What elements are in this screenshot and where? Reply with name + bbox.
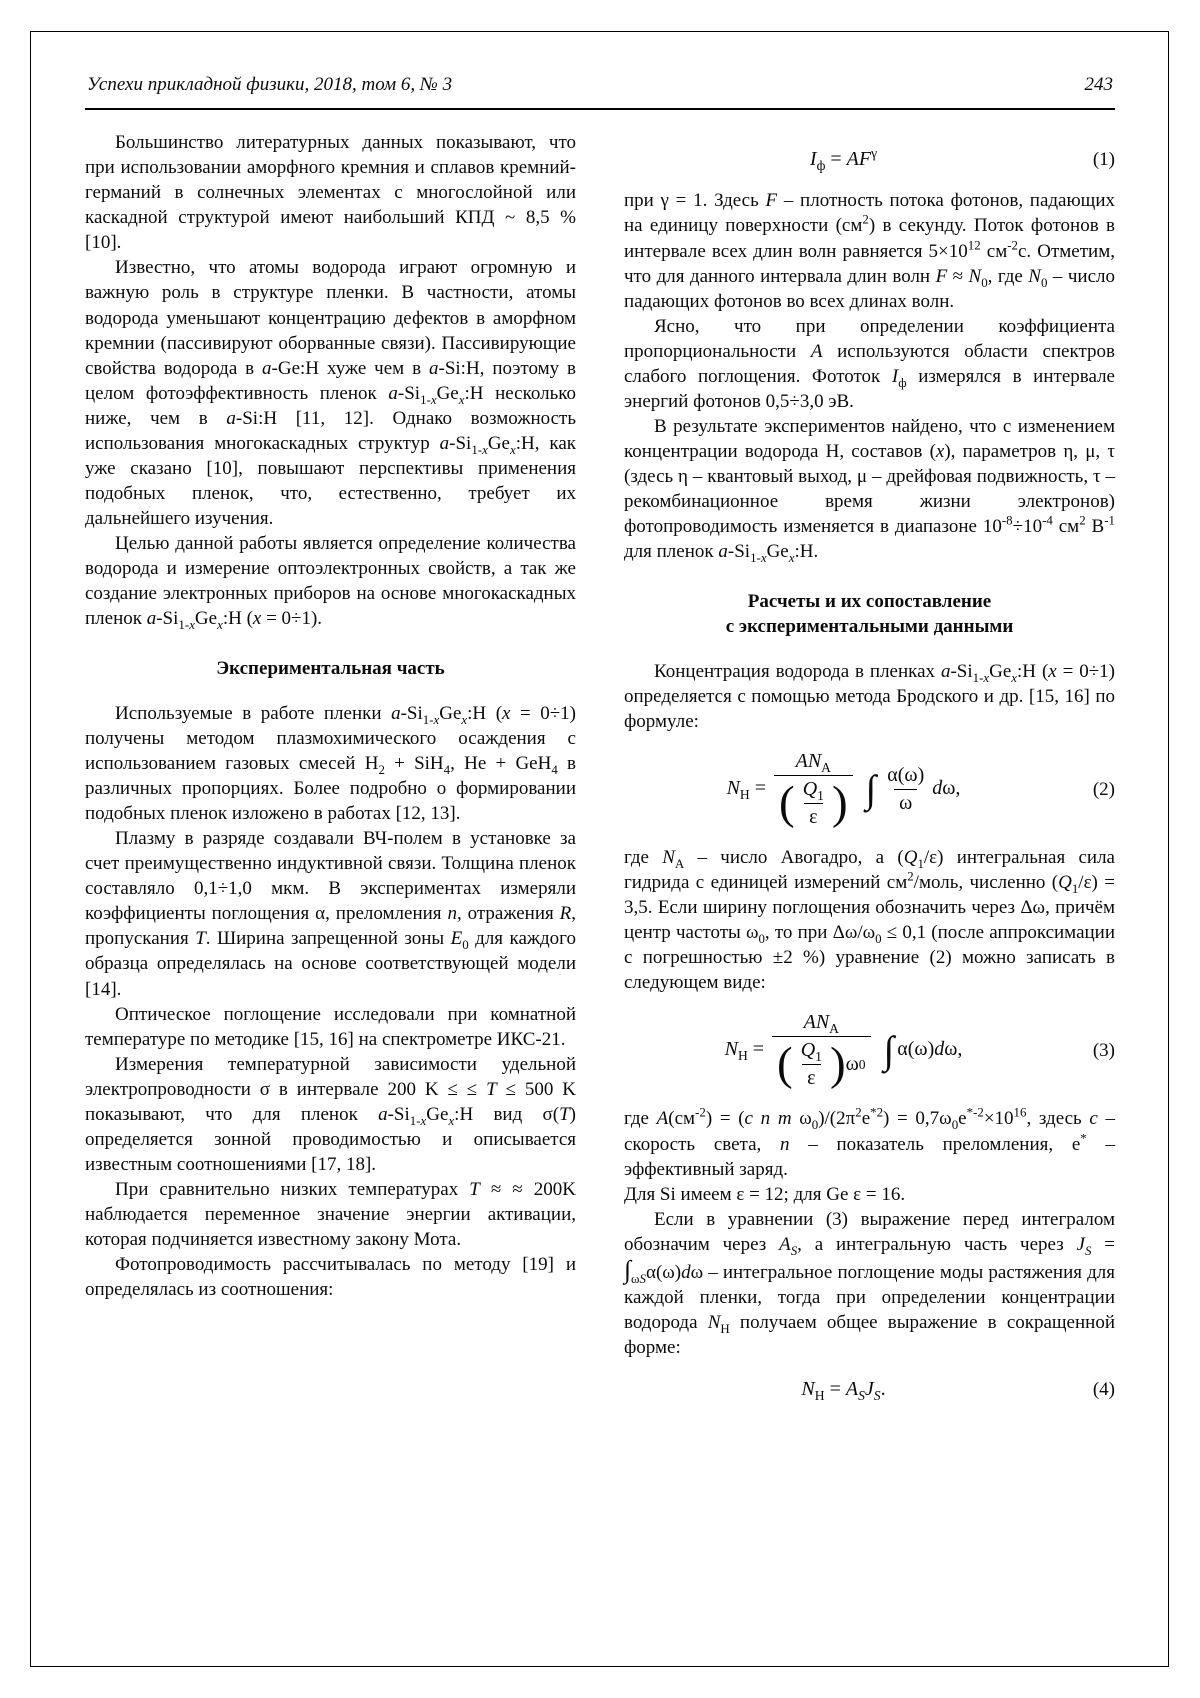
two-column-body [85,130,1115,1419]
journal-title: Успехи прикладной физики, 2018, том 6, № 3 [87,74,453,95]
equation-3 [624,1011,1115,1090]
header-rule [85,108,1115,110]
left-column [85,130,576,1419]
paragraph: где $A(см^{-2}) = (c$ n m $\omega_0)/(2\pi^2e^{*2}) = 0,7\omega_0e^{*-2}\times 10^{16}$, здесь c – скорость света, n – показатель преломления, e* – эффективный заряд. [624,1105,1116,1180]
equation-number: (2) [1092,778,1115,800]
paragraph: Известно, что атомы водорода играют огромную и важную роль в структуре пленки. В частности, атомы водорода уменьшают концентрацию дефектов в аморфном кремнии (пассивируют оборванные связи). Пассивирующие свойства водорода в a-Ge:H хуже чем в a-Si:H, поэтому в целом фотоэффективность пленок $a-Si_{1-x}Ge_x:H$ несколько ниже, чем в a-Si:H [11, 12]. Однако возможность использования многокаскадных структур $a-Si_{1-x}Ge_x:H$, как уже сказано [10], повышают перспективы применения подобных пленок, что, естественно, требует их дальнейшего изучения. [85,257,577,530]
equation-body: $N_H$ = $AN_A$ ( $\frac{Q_1}{\varepsilon}$ ) ∫ $\frac{\alpha(\omega)}{\omega}$ dω, [726,749,961,829]
paragraph: При сравнительно низких температурах T ≈ ≈ 200K наблюдается переменное значение энергии активации, которая подчиняется известному закону Мота. [85,1179,576,1251]
section-heading: Экспериментальная часть [216,657,445,679]
section-heading: Расчеты и их сопоставление с экспериментальными данными [725,590,1014,637]
paragraph: В результате экспериментов найдено, что с изменением концентрации водорода H, составов (x), параметров η, μ, τ (здесь η – квантовый выход, μ – дрейфовая подвижность, τ – рекомбинационное время жизни электронов) фотопроводимость изменяется в диапазоне $10^{-8}\div 10^{-4}$ $см^2$ $В^{-1}$ для пленок $a-Si_{1-x}Ge_x:H$. [624,416,1115,566]
equation-body: $I_ф = AF^\gamma$ [809,145,878,173]
paragraph: Концентрация водорода в пленках $a-Si_{1-x}Ge_x:H$ (x = 0÷1) определяется с помощью метода Бродского и др. [15, 16] по формуле: [624,660,1115,732]
page-number: 243 [1084,74,1113,95]
paragraph: Большинство литературных данных показывают, что при использовании аморфного кремния и сплавов кремний-германий в солнечных элементах с многослойной или каскадной структурой имеют наибольший КПД ~ 8,5 % [10]. [85,132,576,254]
equation-body: $N_H = A_SJ_S$. [801,1378,886,1404]
paragraph: Для Si имеем ε = 12; для Ge ε = 16. [624,1183,906,1205]
equation-4 [624,1376,1115,1402]
paragraph: Ясно, что при определении коэффициента пропорциональности A используются области спектров слабого поглощения. Фототок $I_ф$ измерялся в интервале энергий фотонов 0,5÷3,0 эВ. [624,315,1115,413]
equation-body: $N_H$ = $AN_A$ ( $\frac{Q_1}{\varepsilon}$ ) ω 0 ∫ α(ω)dω, [724,1011,963,1091]
paragraph: Оптическое поглощение исследовали при комнатной температуре по методике [15, 16] на спектрометре ИКС-21. [85,1003,576,1050]
paragraph: где $N_A$ – число Авогадро, а $(Q_1/\varepsilon)$ интегральная сила гидрида с единицей измерений $см^2$/моль, численно $(Q_1/\varepsilon) = 3,5$. Если ширину поглощения обозначить через Δω, причём центр частоты $\omega_0$, то при $\Delta\omega/\omega_0 \le 0,1$ (после аппроксимации с погрешностью ±2 %) уравнение (2) можно записать в следующем виде: [624,846,1116,994]
equation-number: (1) [1092,148,1115,170]
paragraph: Измерения температурной зависимости удельной электропроводности σ в интервале 200 K ≤ ≤ T ≤ 500 K показывают, что для пленок $a-Si_{1-x}Ge_x:H$ вид σ(T) определяется зонной проводимостью и описывается известным соотношениями [17, 18]. [85,1053,576,1176]
paragraph: Используемые в работе пленки $a-Si_{1-x}Ge_x:H$ (x = 0÷1) получены методом плазмохимического осаждения с использованием газовых смесей $H_2 + SiH_4$, He + GeH$_4$ в различных пропорциях. Более подробно о формировании подобных пленок изложено в работах [12, 13]. [85,702,577,824]
equation-number: (3) [1092,1040,1115,1062]
equation-1 [624,146,1115,172]
paragraph: Если в уравнении (3) выражение перед интегралом обозначим через $A_S$, а интегральную часть через $J_S = \int_{\omega S}\alpha(\omega)d\omega$ – интегральное поглощение моды растяжения для каждой пленки, тогда при определении концентрации водорода $N_H$ получаем общее выражение в сокращенной форме: [624,1208,1115,1359]
paragraph: Целью данной работы является определение количества водорода и измерение оптоэлектронных свойств, а так же создание электронных приборов на основе многокаскадных пленок $a-Si_{1-x}Ge_x:H$ (x = 0÷1). [85,533,576,633]
paragraph: Фотопроводимость рассчитывалась по методу [19] и определялась из соотношения: [85,1254,576,1301]
running-header [85,74,1115,96]
paragraph: при γ = 1. Здесь F – плотность потока фотонов, падающих на единицу поверхности $(см^2)$ в секунду. Поток фотонов в интервале всех длин волн равняется $5\times 10^{12}$ $см^{-2}с$. Отметим, что для данного интервала длин волн $F \approx N_0$, где $N_0$ – число падающих фотонов во всех длинах волн. [624,190,1115,312]
paragraph: Плазму в разряде создавали ВЧ-полем в установке за счет преимущественно индуктивной связи. Толщина пленок составляло 0,1÷1,0 мкм. В экспериментах измеряли коэффициенты поглощения α, преломления n, отражения R, пропускания T. Ширина запрещенной зоны $E_0$ для каждого образца определялась на основе соответствующей модели [14]. [85,828,576,1000]
page-content [85,74,1115,1419]
equation-2 [624,750,1115,829]
equation-number: (4) [1092,1378,1115,1400]
right-column [624,130,1115,1419]
